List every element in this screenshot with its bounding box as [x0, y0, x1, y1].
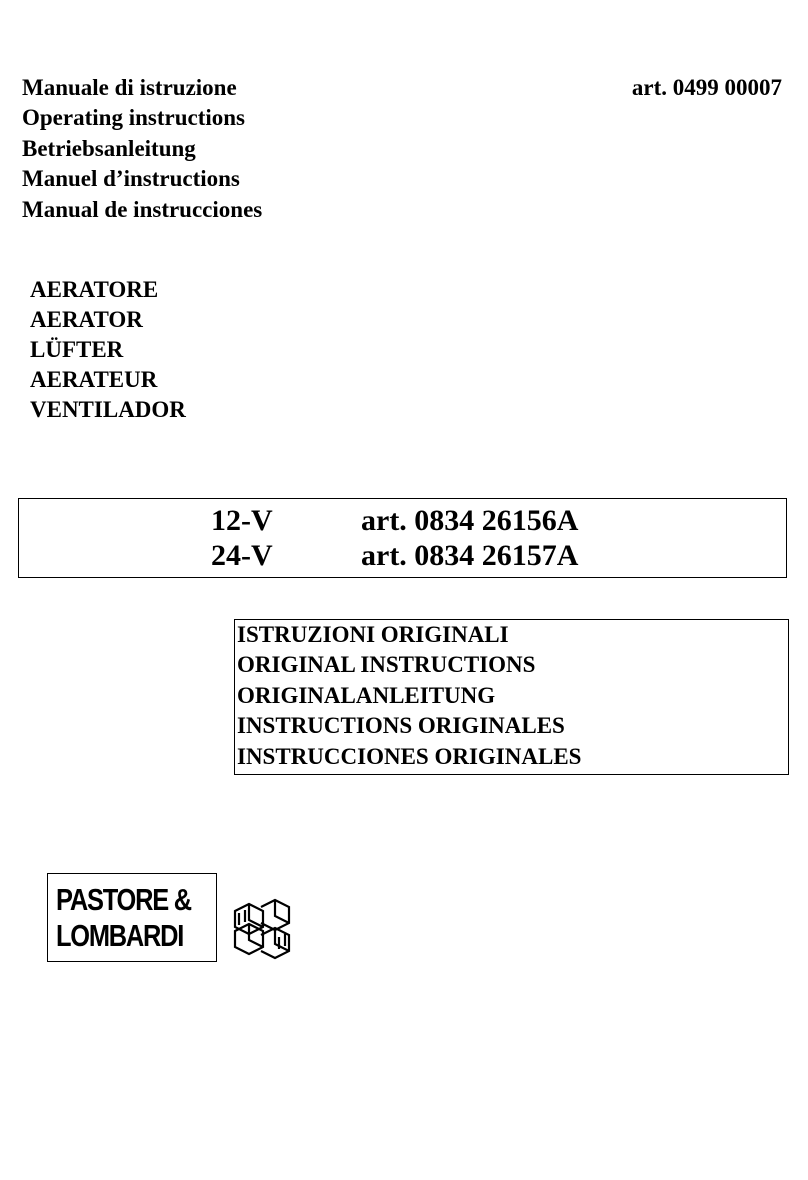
original-instructions-de: ORIGINALANLEITUNG [237, 682, 496, 708]
original-instructions-list [237, 620, 581, 772]
company-emblem-icon [229, 897, 295, 963]
manual-title-list [22, 73, 262, 225]
original-instructions-it: ISTRUZIONI ORIGINALI [237, 622, 509, 647]
manual-title-fr: Manuel d’instructions [22, 166, 240, 192]
company-logo [47, 873, 217, 962]
original-instructions-en: ORIGINAL INSTRUCTIONS [237, 652, 536, 678]
original-instructions-fr: INSTRUCTIONS ORIGINALES [237, 713, 565, 739]
manual-title-it: Manuale di istruzione [22, 75, 237, 100]
company-logo-line2: LOMBARDI [56, 918, 184, 953]
variant-article: art. 0834 26156A [361, 504, 579, 537]
product-name-de: LÜFTER [30, 337, 124, 362]
variant-box [18, 498, 787, 578]
variant-voltage: 12-V [211, 504, 273, 537]
manual-title-en: Operating instructions [22, 105, 245, 131]
product-name-es: VENTILADOR [30, 397, 186, 422]
original-instructions-es: INSTRUCCIONES ORIGINALES [237, 743, 582, 769]
product-name-it: AERATORE [30, 277, 159, 302]
company-logo-text [56, 882, 191, 954]
document-article-number: art. 0499 00007 [631, 75, 782, 100]
company-logo-line1: PASTORE & [56, 882, 191, 917]
original-instructions-box [234, 619, 789, 775]
product-name-en: AERATOR [30, 307, 143, 332]
variant-article: art. 0834 26157A [361, 539, 579, 572]
manual-title-de: Betriebsanleitung [22, 135, 196, 161]
variant-voltage: 24-V [211, 539, 273, 572]
product-name-list [30, 275, 186, 425]
product-name-fr: AERATEUR [30, 367, 158, 392]
manual-title-es: Manual de instrucciones [22, 196, 263, 222]
